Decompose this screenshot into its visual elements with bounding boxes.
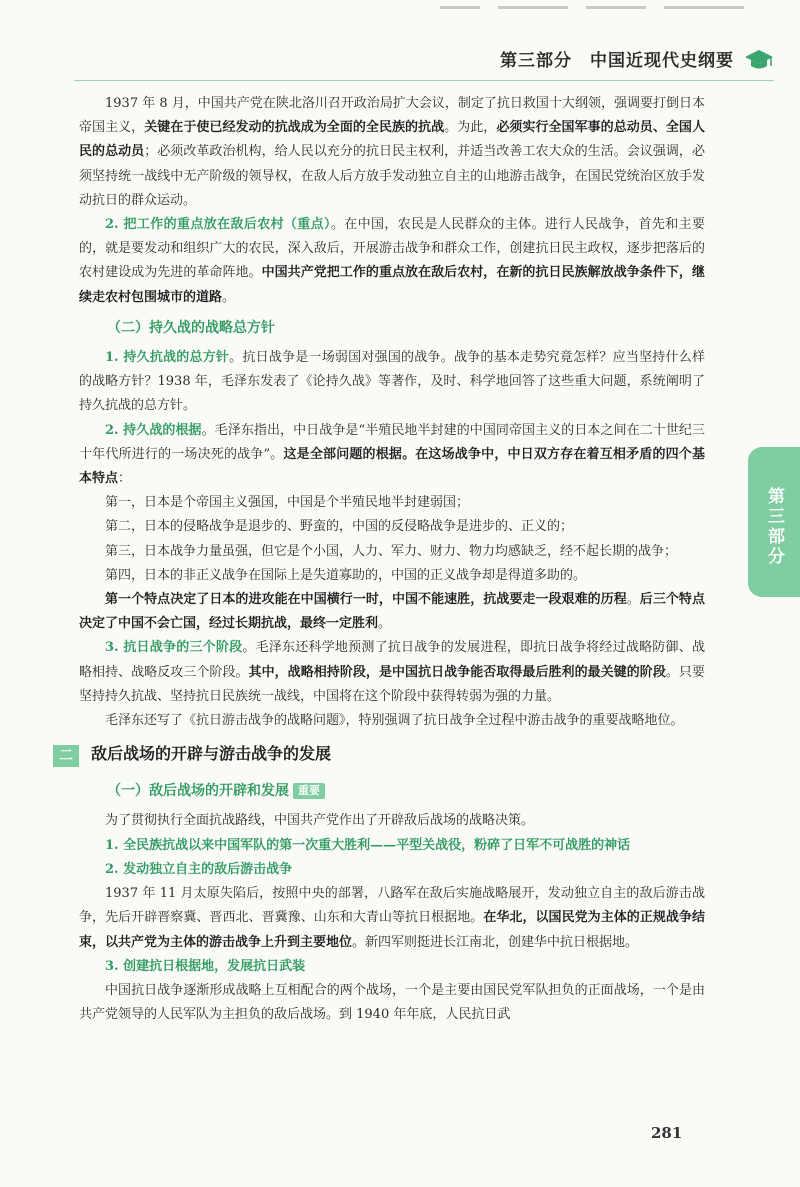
top-strip <box>440 6 800 16</box>
section-heading <box>53 741 705 771</box>
list-item: 第三，日本战争力量虽强，但它是个小国，人力、军力、财力、物力均感缺乏，经不起长期的战争； <box>105 543 678 559</box>
paragraph: 2. 持久战的根据。毛泽东指出，中日战争是“半殖民地半封建的中国同帝国主义的日本之间在二十世纪三十年代所进行的一场决死的战争”。这是全部问题的根据。在这场战争中，中日双方存在着互相矛盾的四个基本特点： <box>79 422 705 487</box>
subsection-heading: （一）敌后战场的开辟和发展 重要 <box>79 779 705 803</box>
page-header <box>0 44 800 76</box>
paragraph: 为了贯彻执行全面抗战路线，中国共产党作出了开辟敌后战场的战略决策。 <box>105 813 535 829</box>
side-tab-label: 第三部分 <box>764 487 784 567</box>
paragraph: 1937 年 11 月太原失陷后，按照中央的部署，八路军在敌后实施战略展开，发动独立自主的敌后游击战争，先后开辟晋察冀、晋西北、晋冀豫、山东和大青山等抗日根据地。在华北，以国民党为主体的正规战争结束，以共产党为主体的游击战争上升到主要地位。新四军则挺进长江南北，创建华中抗日根据地。 <box>79 886 705 950</box>
list-item: 第二，日本的侵略战争是退步的、野蛮的，中国的反侵略战争是进步的、正义的； <box>105 519 574 535</box>
subsection-heading: （二）持久战的战略总方针 <box>107 319 275 336</box>
side-section-tab <box>748 447 800 597</box>
page-title: 第三部分 中国近现代史纲要 <box>500 51 734 71</box>
section-number: 二 <box>53 745 79 767</box>
paragraph: 2. 把工作的重点放在敌后农村（重点）。在中国，农民是人民群众的主体。进行人民战争，首先和主要的，就是要发动和组织广大的农民，深入敌后，开展游击战争和群众工作，创建抗日民主政权，逐步把落后的农村建设成为先进的革命阵地。中国共产党把工作的重点放在敌后农村，在新的抗日民族解放战争条件下，继续走农村包围城市的道路。 <box>79 217 705 305</box>
point-heading: 2. 把工作的重点放在敌后农村（重点） <box>105 217 331 233</box>
paragraph: 1937 年 8 月，中国共产党在陕北洛川召开政治局扩大会议，制定了抗日救国十大纲领，强调要打倒日本帝国主义，关键在于使已经发动的抗战成为全面的全民族的抗战。为此，必须实行全国军事的总动员、全国人民的总动员；必须改革政治机构，给人民以充分的抗日民主权利，并适当改善工农大众的生活。会议强调，必须坚持统一战线中无产阶级的领导权，在敌人后方放手发动独立自主的山地游击战争，在国民党统治区放手发动抗日的群众运动。 <box>79 96 705 208</box>
point-heading: 2. 持久战的根据 <box>105 422 202 438</box>
section-title: 敌后战场的开辟与游击战争的发展 <box>91 744 332 764</box>
graduation-cap-icon <box>744 48 774 72</box>
point-heading: 3. 抗日战争的三个阶段 <box>105 640 243 656</box>
page-number: 281 <box>651 1124 683 1142</box>
header-divider <box>74 80 774 81</box>
point-heading: 3. 创建抗日根据地，发展抗日武装 <box>105 958 306 974</box>
list-item: 第四，日本的非正义战争在国际上是失道寡助的，中国的正义战争却是得道多助的。 <box>105 567 587 583</box>
paragraph: 毛泽东还写了《抗日游击战争的战略问题》，特别强调了抗日战争全过程中游击战争的重要战略地位。 <box>105 713 684 729</box>
point-heading: 2. 发动独立自主的敌后游击战争 <box>105 861 293 877</box>
point-heading: 1. 全民族抗战以来中国军队的第一次重大胜利——平型关战役，粉碎了日军不可战胜的神话 <box>105 837 631 853</box>
paragraph: 1. 持久抗战的总方针。抗日战争是一场弱国对强国的战争。战争的基本走势究竟怎样？应当坚持什么样的战略方针？1938 年，毛泽东发表了《论持久战》等著作，及时、科学地回答了这些重大问题，系统阐明了持久抗战的总方针。 <box>79 350 705 414</box>
page-content <box>59 92 705 1027</box>
list-item: 第一，日本是个帝国主义强国，中国是个半殖民地半封建弱国； <box>105 495 470 511</box>
paragraph: 第一个特点决定了日本的进攻能在中国横行一时，中国不能速胜，抗战要走一段艰难的历程。后三个特点决定了中国不会亡国，经过长期抗战，最终一定胜利。 <box>79 592 705 632</box>
paragraph: 中国抗日战争逐渐形成战略上互相配合的两个战场，一个是主要由国民党军队担负的正面战场，一个是由共产党领导的人民军队为主担负的敌后战场。到 1940 年年底，人民抗日武 <box>79 982 705 1023</box>
paragraph: 3. 抗日战争的三个阶段。毛泽东还科学地预测了抗日战争的发展进程，即抗日战争将经过战略防御、战略相持、战略反攻三个阶段。其中，战略相持阶段，是中国抗日战争能否取得最后胜利的最关键的阶段。只要坚持持久抗战、坚持抗日民族统一战线，中国将在这个阶段中获得转弱为强的力量。 <box>79 640 705 704</box>
importance-badge: 重要 <box>293 783 325 799</box>
point-heading: 1. 持久抗战的总方针 <box>105 350 230 366</box>
